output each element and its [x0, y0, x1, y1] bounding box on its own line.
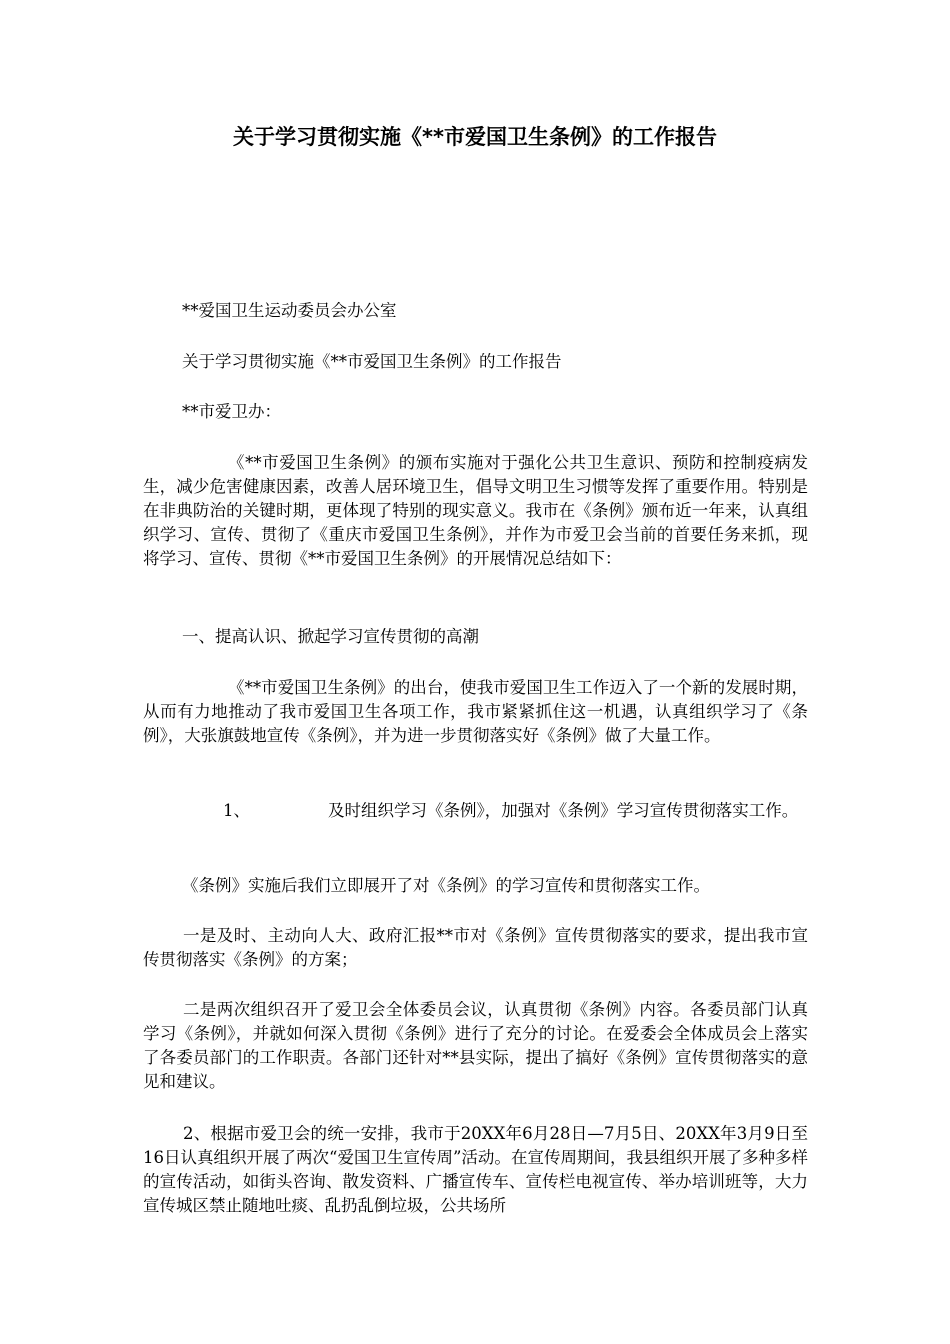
item-1-text: 及时组织学习《条例》，加强对《条例》学习宣传贯彻落实工作。 [328, 801, 799, 820]
item-1-paragraph: 《条例》实施后我们立即展开了对《条例》的学习宣传和贯彻落实工作。 [182, 876, 710, 895]
point-1-paragraph: 一是及时、主动向人大、政府汇报**市对《条例》宣传贯彻落实的要求，提出我市宣传贯彻落实《条例》的方案； [143, 926, 808, 969]
item-2-paragraph: 2、根据市爱卫会的统一安排，我市于20XX年6月28日—7月5日、20XX年3月9日至16日认真组织开展了两次“爱国卫生宣传周”活动。在宣传周期间，我县组织开展了多种多样的宣传活动，如街头咨询、散发资料、广播宣传车、宣传栏电视宣传、举办培训班等，大力宣传城区禁止随地吐痰、乱扔乱倒垃圾，公共场所 [143, 1124, 808, 1215]
sender-line: **爱国卫生运动委员会办公室 [182, 301, 397, 320]
point-2-paragraph: 二是两次组织召开了爱卫会全体委员会议，认真贯彻《条例》内容。各委员部门认真学习《条例》，并就如何深入贯彻《条例》进行了充分的讨论。在爱委会全体成员会上落实了各委员部门的工作职责。各部门还针对**县实际，提出了搞好《条例》宣传贯彻落实的意见和建议。 [143, 1000, 808, 1091]
item-1-heading [143, 799, 808, 823]
section-paragraph: 《**市爱国卫生条例》的出台，使我市爱国卫生工作迈入了一个新的发展时期，从而有力地推动了我市爱国卫生各项工作，我市紧紧抓住这一机遇，认真组织学习了《条例》，大张旗鼓地宣传《条例》，并为进一步贯彻落实好《条例》做了大量工作。 [143, 678, 808, 745]
item-1-number: 1、 [223, 801, 250, 820]
subtitle-line: 关于学习贯彻实施《**市爱国卫生条例》的工作报告 [182, 352, 562, 371]
section-heading: 一、提高认识、掀起学习宣传贯彻的高潮 [182, 627, 479, 646]
recipient-line: **市爱卫办： [182, 402, 281, 421]
document-title: 关于学习贯彻实施《**市爱国卫生条例》的工作报告 [233, 125, 717, 149]
intro-paragraph: 《**市爱国卫生条例》的颁布实施对于强化公共卫生意识、预防和控制疫病发生，减少危害健康因素，改善人居环境卫生，倡导文明卫生习惯等发挥了重要作用。特别是在非典防治的关键时期，更体现了特别的现实意义。我市在《条例》颁布近一年来，认真组织学习、宣传、贯彻了《重庆市爱国卫生条例》，并作为市爱卫会当前的首要任务来抓，现将学习、宣传、贯彻《**市爱国卫生条例》的开展情况总结如下： [143, 453, 808, 568]
